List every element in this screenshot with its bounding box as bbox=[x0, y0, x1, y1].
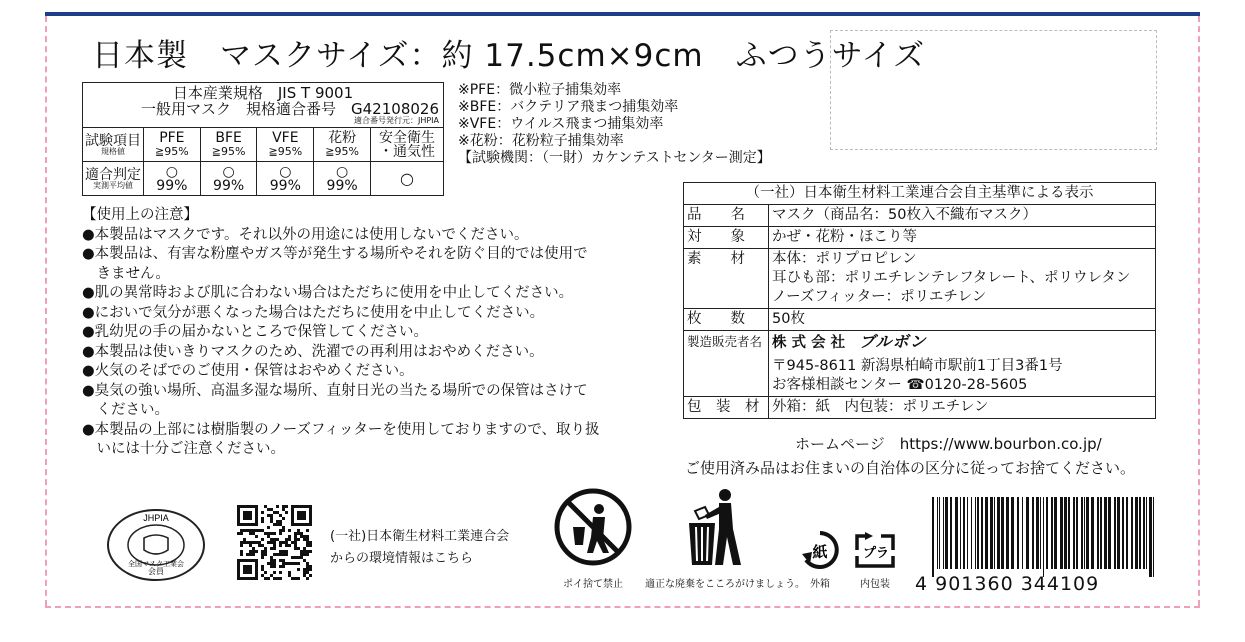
blank-print-area bbox=[830, 30, 1157, 150]
caution-item-cont: きません。 bbox=[82, 265, 170, 282]
spec-key-maker: 製造販売者名 bbox=[684, 331, 769, 397]
maker-company: 株 式 会 社 bbox=[772, 335, 846, 351]
caution-item: ●臭気の強い場所、高温多湿な場所、直射日光の当たる場所での保管はさけて bbox=[82, 382, 588, 399]
note-pollen: ※花粉：花粉粒子捕集効率 bbox=[458, 133, 624, 149]
jis-standard-table bbox=[82, 82, 444, 196]
maker-brand-logo: ブルボン bbox=[859, 332, 927, 351]
caution-item: ●肌の異常時および肌に合わない場合はただちに使用を中止してください。 bbox=[82, 285, 574, 301]
standard-issuer: 適合番号発行元：JHPIA bbox=[353, 116, 439, 125]
jhpia-ring-text: 全国マスク工業会 bbox=[128, 560, 184, 568]
page-title: 日本製 マスクサイズ：約 17.5cm×9cm ふつうサイズ bbox=[92, 38, 926, 74]
spec-caption: （一社）日本衛生材料工業連合会自主基準による表示 bbox=[684, 183, 1156, 205]
jhpia-bottom-text: 会員 bbox=[148, 567, 164, 576]
result-vfe: ○ 99% bbox=[257, 162, 314, 196]
jhpia-top-text: JHPIA bbox=[143, 513, 169, 523]
product-spec-table bbox=[683, 182, 1156, 419]
item-vfe: VFE ≧95% bbox=[257, 128, 314, 162]
caution-item-cont: いには十分ご注意ください。 bbox=[82, 441, 285, 457]
item-pollen: 花粉 ≧95% bbox=[314, 128, 371, 162]
result-header bbox=[83, 162, 144, 196]
test-item-sublabel: 規格値 bbox=[101, 146, 125, 156]
paper-mark-text: 紙 bbox=[812, 543, 828, 561]
spec-value-name: マスク（商品名：50枚入不織布マスク） bbox=[769, 205, 1156, 227]
item-safety: 安全衛生 ・通気性 bbox=[371, 128, 444, 162]
item-bfe: BFE ≧95% bbox=[200, 128, 257, 162]
no-littering-icon bbox=[553, 487, 633, 567]
spec-value-target: かぜ・花粉・ほこり等 bbox=[769, 227, 1156, 249]
barcode-number: 4 901360 344109 bbox=[915, 573, 1100, 595]
test-item-header bbox=[83, 128, 144, 162]
spec-key-package: 包 装 材 bbox=[684, 397, 769, 419]
note-pfe: ※PFE：微小粒子捕集効率 bbox=[458, 82, 622, 98]
spec-value-count: 50枚 bbox=[769, 309, 1156, 331]
cut-line-right bbox=[1198, 16, 1200, 606]
standard-line1: 日本産業規格 JIS T 9001 bbox=[172, 84, 354, 102]
note-test-lab: 【試験機関：（一財）カケンテストセンター測定】 bbox=[458, 150, 771, 166]
qr-code[interactable] bbox=[237, 505, 312, 580]
item-pfe: PFE ≧95% bbox=[144, 128, 201, 162]
note-bfe: ※BFE：バクテリア飛まつ捕集効率 bbox=[458, 99, 679, 115]
caution-item: ●本製品はマスクです。それ以外の用途には使用しないでください。 bbox=[82, 226, 529, 243]
result-safety: ○ bbox=[371, 162, 444, 196]
caution-item: ●本製品は、有害な粉塵やガス等が発生する場所やそれを防ぐ目的では使用で bbox=[82, 246, 588, 262]
result-pfe: ○ 99% bbox=[144, 162, 201, 196]
barcode bbox=[930, 497, 1158, 577]
paper-recycle-label: 外箱 bbox=[810, 579, 830, 590]
standard-line2: 一般用マスク 規格適合番号 G42108026 bbox=[141, 100, 439, 118]
caution-item: ●乳幼児の手の届かないところで保管してください。 bbox=[82, 324, 429, 340]
spec-key-material: 素 材 bbox=[684, 249, 769, 309]
association-line2: からの環境情報はこちら bbox=[330, 551, 474, 566]
association-info bbox=[330, 526, 509, 570]
note-vfe: ※VFE：ウイルス飛まつ捕集効率 bbox=[458, 116, 664, 132]
particle-notes bbox=[458, 82, 771, 167]
caution-section bbox=[82, 206, 600, 460]
caution-item: ●本製品は使いきりマスクのため、洗濯での再利用はおやめください。 bbox=[82, 343, 544, 360]
spec-value-material: 本体：ポリプロピレン 耳ひも部：ポリエチレンテレフタレート、ポリウレタン ノーズフィッター：ポリエチレン bbox=[769, 249, 1156, 309]
paper-recycle-icon bbox=[800, 530, 840, 570]
maker-tel: お客様相談センター ☎0120-28-5605 bbox=[772, 377, 1028, 393]
proper-disposal-icon bbox=[685, 485, 765, 567]
proper-disposal-label: 適正な廃棄をこころがけましょう。 bbox=[645, 579, 805, 590]
spec-key-target: 対 象 bbox=[684, 227, 769, 249]
caution-item: ●火気のそばでのご使用・保管はおやめください。 bbox=[82, 363, 414, 379]
caution-item: ●においで気分が悪くなった場合はただちに使用を中止してください。 bbox=[82, 304, 545, 321]
result-bfe: ○ 99% bbox=[200, 162, 257, 196]
caution-heading: 【使用上の注意】 bbox=[82, 207, 198, 223]
plastic-recycle-icon bbox=[853, 530, 897, 570]
plastic-recycle-label: 内包装 bbox=[860, 579, 890, 590]
caution-item: ●本製品の上部には樹脂製のノーズフィッターを使用しておりますので、取り扱 bbox=[82, 421, 600, 438]
standard-header bbox=[83, 83, 444, 128]
homepage-url: ホームページ https://www.bourbon.co.jp/ bbox=[795, 435, 1102, 453]
result-pollen: ○ 99% bbox=[314, 162, 371, 196]
no-littering-label: ポイ捨て禁止 bbox=[563, 579, 623, 590]
top-bar bbox=[45, 12, 1200, 16]
spec-value-package: 外箱：紙 内包装：ポリエチレン bbox=[769, 397, 1156, 419]
disposal-note: ご使用済み品はお住まいの自治体の区分に従ってお捨てください。 bbox=[685, 459, 1136, 477]
result-sublabel: 実測平均値 bbox=[93, 180, 133, 190]
result-label: 適合判定 bbox=[85, 166, 141, 183]
cut-line-left bbox=[45, 16, 47, 606]
test-item-label: 試験項目 bbox=[85, 132, 141, 149]
spec-value-maker bbox=[769, 331, 1156, 397]
spec-key-name: 品 名 bbox=[684, 205, 769, 227]
cut-line-bottom bbox=[45, 606, 1200, 608]
jhpia-member-logo bbox=[106, 508, 206, 582]
caution-item-cont: ください。 bbox=[82, 402, 169, 418]
maker-address: 〒945-8611 新潟県柏崎市駅前1丁目3番1号 bbox=[772, 358, 1063, 374]
association-line1: (一社)日本衛生材料工業連合会 bbox=[330, 529, 510, 544]
spec-key-count: 枚 数 bbox=[684, 309, 769, 331]
plastic-mark-text: プラ bbox=[862, 546, 890, 561]
